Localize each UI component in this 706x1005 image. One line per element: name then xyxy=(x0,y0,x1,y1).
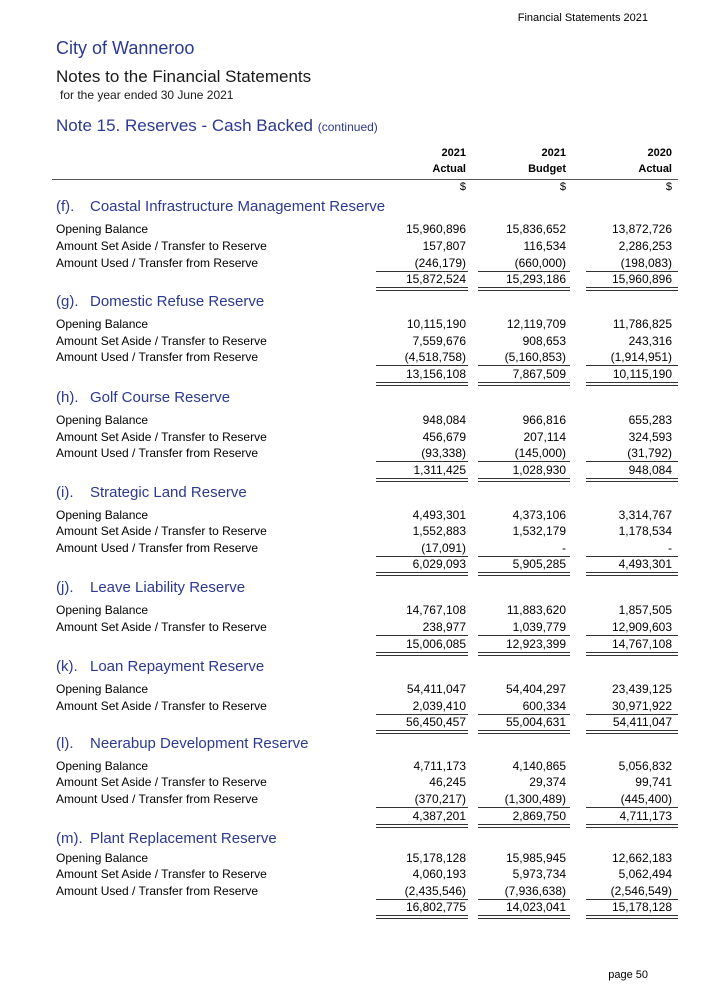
row-value: (2,546,549) xyxy=(610,884,672,898)
row-value: - xyxy=(668,541,672,555)
row-value: 15,836,652 xyxy=(505,222,566,236)
table-row xyxy=(0,430,706,446)
row-label: Amount Set Aside / Transfer to Reserve xyxy=(56,620,267,634)
total-value: 4,493,301 xyxy=(618,557,672,571)
total-value: 14,767,108 xyxy=(611,637,672,651)
total-value: 56,450,457 xyxy=(405,715,466,729)
row-label: Opening Balance xyxy=(56,759,149,773)
row-value: 10,115,190 xyxy=(406,317,466,331)
row-value: 23,439,125 xyxy=(611,682,672,696)
table-row xyxy=(0,317,706,333)
total-value: 15,178,128 xyxy=(611,900,672,914)
row-label: Amount Set Aside / Transfer to Reserve xyxy=(56,334,267,348)
col2-year: 2021 xyxy=(541,147,566,159)
row-value: 13,872,726 xyxy=(611,222,672,236)
section-letter: (f). xyxy=(56,198,75,215)
row-value: 99,741 xyxy=(635,775,672,789)
row-value: (4,518,758) xyxy=(404,350,466,364)
subtotal-rule xyxy=(478,635,570,636)
table-row xyxy=(0,792,706,808)
section-title xyxy=(56,484,247,501)
row-value: 238,977 xyxy=(422,620,466,634)
row-label: Amount Set Aside / Transfer to Reserve xyxy=(56,699,267,713)
header-divider xyxy=(52,179,678,180)
row-label: Opening Balance xyxy=(56,317,149,331)
col3-type: Actual xyxy=(638,163,672,175)
section-title-text: Golf Course Reserve xyxy=(90,389,231,406)
row-value: (246,179) xyxy=(414,256,466,270)
row-value: - xyxy=(562,541,566,555)
row-value: 655,283 xyxy=(628,413,672,427)
section-title-text: Domestic Refuse Reserve xyxy=(90,293,265,310)
subtotal-rule xyxy=(586,461,678,462)
row-value: (1,300,489) xyxy=(504,792,566,806)
row-value: 11,786,825 xyxy=(612,317,672,331)
table-row xyxy=(0,851,706,867)
table-row xyxy=(0,350,706,366)
col1-unit: $ xyxy=(459,181,466,193)
total-row xyxy=(0,715,706,731)
total-value: 948,084 xyxy=(628,463,672,477)
row-value: 324,593 xyxy=(628,430,672,444)
row-value: (93,338) xyxy=(421,446,466,460)
section-title xyxy=(56,389,230,406)
row-label: Amount Used / Transfer from Reserve xyxy=(56,541,259,555)
total-value: 12,923,399 xyxy=(505,637,566,651)
row-value: 207,114 xyxy=(523,430,566,444)
row-value: 5,973,734 xyxy=(512,867,566,881)
total-row xyxy=(0,900,706,916)
section-title xyxy=(56,579,245,596)
row-value: 4,373,106 xyxy=(512,508,566,522)
row-value: 4,711,173 xyxy=(413,759,466,773)
row-value: 116,534 xyxy=(523,239,566,253)
total-value: 14,023,041 xyxy=(505,900,566,914)
col3-unit: $ xyxy=(665,181,672,193)
row-label: Opening Balance xyxy=(56,222,149,236)
table-row xyxy=(0,682,706,698)
row-label: Amount Used / Transfer from Reserve xyxy=(56,446,259,460)
total-row xyxy=(0,367,706,383)
row-label: Amount Used / Transfer from Reserve xyxy=(56,884,259,898)
total-value: 15,872,524 xyxy=(405,272,466,286)
row-value: (1,914,951) xyxy=(610,350,672,364)
section-title-text: Strategic Land Reserve xyxy=(90,484,247,501)
section-title-text: Neerabup Development Reserve xyxy=(90,735,309,752)
row-value: (370,217) xyxy=(414,792,466,806)
total-value: 6,029,093 xyxy=(412,557,466,571)
subtotal-rule xyxy=(586,365,678,366)
row-label: Amount Used / Transfer from Reserve xyxy=(56,792,259,806)
total-value: 15,960,896 xyxy=(611,272,672,286)
organization-name: City of Wanneroo xyxy=(56,38,195,58)
row-value: 2,286,253 xyxy=(618,239,672,253)
section-letter: (m). xyxy=(56,830,83,847)
total-row xyxy=(0,637,706,653)
total-value: 4,387,201 xyxy=(412,809,466,823)
row-label: Opening Balance xyxy=(56,603,149,617)
row-value: 1,857,505 xyxy=(618,603,672,617)
page-number: page 50 xyxy=(608,969,648,981)
section-title xyxy=(56,293,264,310)
section-title-text: Coastal Infrastructure Management Reserve xyxy=(90,198,386,215)
section-title xyxy=(56,735,308,752)
total-value: 5,905,285 xyxy=(512,557,566,571)
col1-type: Actual xyxy=(432,163,466,175)
row-value: 4,493,301 xyxy=(412,508,466,522)
total-value: 55,004,631 xyxy=(505,715,566,729)
section-letter: (k). xyxy=(56,658,78,675)
table-row xyxy=(0,334,706,350)
row-value: (31,792) xyxy=(627,446,672,460)
total-row xyxy=(0,557,706,573)
subtotal-rule xyxy=(376,807,468,808)
total-value: 1,311,425 xyxy=(413,463,466,477)
table-row xyxy=(0,222,706,238)
row-value: 11,883,620 xyxy=(506,603,566,617)
total-value: 16,802,775 xyxy=(405,900,466,914)
row-value: 46,245 xyxy=(429,775,466,789)
section-letter: (i). xyxy=(56,484,74,501)
row-value: 29,374 xyxy=(529,775,566,789)
row-value: 5,062,494 xyxy=(618,867,672,881)
section-title xyxy=(56,658,264,675)
table-row xyxy=(0,603,706,619)
col2-type: Budget xyxy=(528,163,566,175)
row-value: 1,178,534 xyxy=(618,524,672,538)
note-title xyxy=(56,116,378,136)
section-letter: (j). xyxy=(56,579,74,596)
subtotal-rule xyxy=(586,807,678,808)
table-row xyxy=(0,239,706,255)
row-value: (145,000) xyxy=(514,446,566,460)
row-value: 456,679 xyxy=(422,430,466,444)
row-value: 54,404,297 xyxy=(505,682,566,696)
table-row xyxy=(0,541,706,557)
row-value: (5,160,853) xyxy=(504,350,566,364)
row-value: 600,334 xyxy=(522,699,566,713)
col2-unit: $ xyxy=(559,181,566,193)
row-value: 4,060,193 xyxy=(412,867,466,881)
section-title-text: Plant Replacement Reserve xyxy=(90,830,277,847)
total-value: 54,411,047 xyxy=(612,715,672,729)
row-label: Amount Set Aside / Transfer to Reserve xyxy=(56,239,267,253)
subtotal-rule xyxy=(478,461,570,462)
subtotal-rule xyxy=(376,365,468,366)
table-row xyxy=(0,775,706,791)
note-title-text: Note 15. Reserves - Cash Backed xyxy=(56,116,314,135)
total-value: 15,293,186 xyxy=(505,272,566,286)
total-value: 10,115,190 xyxy=(612,367,672,381)
row-value: 3,314,767 xyxy=(618,508,672,522)
table-row xyxy=(0,884,706,900)
total-value: 1,028,930 xyxy=(512,463,566,477)
row-value: 4,140,865 xyxy=(512,759,566,773)
col3-year: 2020 xyxy=(647,147,672,159)
row-value: 1,039,779 xyxy=(512,620,566,634)
row-value: (198,083) xyxy=(620,256,672,270)
section-title-text: Leave Liability Reserve xyxy=(90,579,246,596)
row-label: Amount Used / Transfer from Reserve xyxy=(56,350,259,364)
row-value: 15,960,896 xyxy=(405,222,466,236)
row-label: Amount Set Aside / Transfer to Reserve xyxy=(56,524,267,538)
row-value: 157,807 xyxy=(422,239,466,253)
col1-year: 2021 xyxy=(441,147,466,159)
subtotal-rule xyxy=(376,635,468,636)
row-value: (7,936,638) xyxy=(504,884,566,898)
table-row xyxy=(0,699,706,715)
row-label: Opening Balance xyxy=(56,508,149,522)
row-value: (17,091) xyxy=(421,541,466,555)
total-row xyxy=(0,463,706,479)
row-label: Amount Set Aside / Transfer to Reserve xyxy=(56,775,267,789)
table-row xyxy=(0,413,706,429)
table-row xyxy=(0,256,706,272)
row-value: 243,316 xyxy=(628,334,672,348)
table-row xyxy=(0,620,706,636)
total-value: 15,006,085 xyxy=(405,637,466,651)
row-value: (2,435,546) xyxy=(404,884,466,898)
row-label: Opening Balance xyxy=(56,851,149,865)
row-value: 15,985,945 xyxy=(505,851,566,865)
row-value: (445,400) xyxy=(620,792,672,806)
section-letter: (h). xyxy=(56,389,79,406)
row-value: 30,971,922 xyxy=(611,699,672,713)
row-value: 12,119,709 xyxy=(506,317,566,331)
subtotal-rule xyxy=(478,807,570,808)
section-letter: (l). xyxy=(56,735,74,752)
row-value: 948,084 xyxy=(422,413,466,427)
row-label: Amount Set Aside / Transfer to Reserve xyxy=(56,430,267,444)
row-label: Opening Balance xyxy=(56,682,149,696)
row-value: 7,559,676 xyxy=(412,334,466,348)
subtotal-rule xyxy=(586,635,678,636)
row-value: 12,662,183 xyxy=(611,851,672,865)
row-value: 2,039,410 xyxy=(412,699,466,713)
section-title-text: Loan Repayment Reserve xyxy=(90,658,265,675)
row-value: 1,552,883 xyxy=(412,524,466,538)
total-row xyxy=(0,272,706,288)
row-label: Opening Balance xyxy=(56,413,149,427)
section-title xyxy=(56,198,385,215)
total-row xyxy=(0,809,706,825)
row-label: Amount Set Aside / Transfer to Reserve xyxy=(56,867,267,881)
document-header: Financial Statements 2021 xyxy=(517,12,648,24)
subtotal-rule xyxy=(376,461,468,462)
row-value: 12,909,603 xyxy=(611,620,672,634)
table-row xyxy=(0,524,706,540)
total-value: 4,711,173 xyxy=(619,809,672,823)
total-value: 13,156,108 xyxy=(405,367,466,381)
table-row xyxy=(0,759,706,775)
row-value: 54,411,047 xyxy=(406,682,466,696)
reporting-period: for the year ended 30 June 2021 xyxy=(60,88,234,102)
note-title-suffix: (continued) xyxy=(317,120,378,134)
subtotal-rule xyxy=(478,365,570,366)
row-value: 966,816 xyxy=(522,413,566,427)
section-title xyxy=(56,830,277,847)
row-value: 14,767,108 xyxy=(405,603,466,617)
total-value: 7,867,509 xyxy=(512,367,566,381)
row-value: 15,178,128 xyxy=(405,851,466,865)
table-row xyxy=(0,508,706,524)
row-value: 908,653 xyxy=(522,334,566,348)
total-value: 2,869,750 xyxy=(512,809,566,823)
row-value: (660,000) xyxy=(514,256,566,270)
table-row xyxy=(0,446,706,462)
section-letter: (g). xyxy=(56,293,79,310)
row-value: 5,056,832 xyxy=(618,759,672,773)
row-label: Amount Used / Transfer from Reserve xyxy=(56,256,259,270)
document-subtitle: Notes to the Financial Statements xyxy=(56,67,312,86)
table-row xyxy=(0,867,706,883)
row-value: 1,532,179 xyxy=(512,524,566,538)
